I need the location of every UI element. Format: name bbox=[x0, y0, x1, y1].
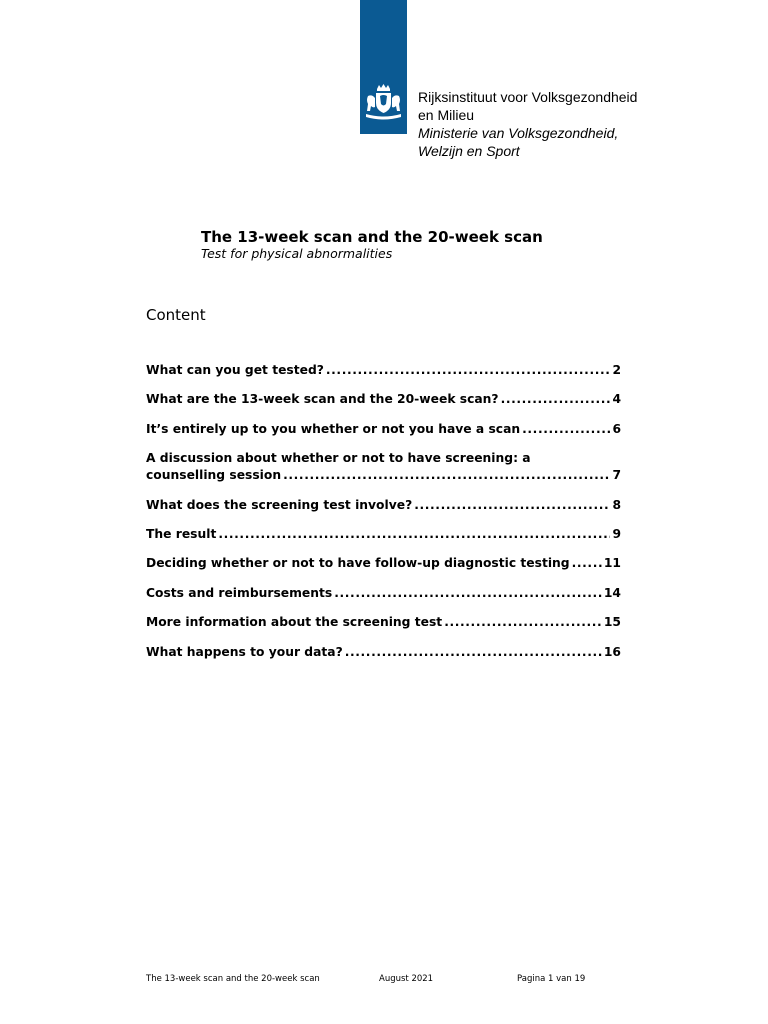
toc-page-number: 15 bbox=[603, 615, 621, 630]
toc-page-number: 8 bbox=[612, 497, 621, 512]
ministry-line2: Welzijn en Sport bbox=[418, 143, 520, 159]
toc-leader-dots bbox=[501, 391, 611, 408]
ministry-line1: Ministerie van Volksgezondheid, bbox=[418, 125, 619, 141]
toc-page-number: 2 bbox=[612, 363, 621, 377]
toc-entry[interactable] bbox=[146, 555, 621, 572]
toc-leader-dots bbox=[283, 467, 610, 484]
footer-document-name: The 13-week scan and the 20-week scan bbox=[146, 974, 320, 984]
toc-leader-dots bbox=[414, 497, 610, 514]
toc-entry[interactable] bbox=[146, 450, 621, 484]
toc-page-number: 11 bbox=[603, 556, 621, 571]
toc-page-number: 4 bbox=[612, 392, 621, 407]
organization-name bbox=[418, 88, 637, 160]
toc-page-number: 16 bbox=[603, 644, 621, 659]
toc-entry[interactable] bbox=[146, 585, 621, 602]
toc-entry[interactable] bbox=[146, 391, 621, 408]
toc-page-number: 6 bbox=[612, 421, 621, 436]
footer-date: August 2021 bbox=[379, 974, 434, 984]
toc-entry[interactable] bbox=[146, 644, 621, 661]
toc-entry-text: It’s entirely up to you whether or not you have a scan bbox=[146, 421, 521, 436]
logo-bar bbox=[360, 0, 407, 134]
toc-entry[interactable] bbox=[146, 526, 621, 543]
toc-entry[interactable] bbox=[146, 614, 621, 631]
toc-entry-text: More information about the screening test bbox=[146, 615, 443, 630]
toc-leader-dots bbox=[572, 555, 602, 572]
table-of-contents bbox=[146, 362, 621, 673]
footer-page-info: Pagina 1 van 19 bbox=[517, 974, 586, 984]
toc-entry-text: counselling session bbox=[146, 468, 282, 483]
toc-entry-text-line1: A discussion about whether or not to have screening: a bbox=[146, 451, 531, 466]
content-heading: Content bbox=[146, 306, 206, 324]
toc-entry-text: The result bbox=[146, 526, 217, 541]
document-title: The 13-week scan and the 20-week scan bbox=[201, 228, 543, 246]
toc-leader-dots bbox=[218, 526, 610, 543]
toc-page-number: 9 bbox=[612, 526, 621, 541]
toc-leader-dots bbox=[334, 585, 602, 602]
toc-leader-dots bbox=[345, 644, 602, 661]
toc-entry-text: Deciding whether or not to have follow-up diagnostic testing bbox=[146, 556, 570, 571]
toc-entry-text: What can you get tested? bbox=[146, 363, 324, 377]
org-name-line1: Rijksinstituut voor Volksgezondheid bbox=[418, 89, 638, 105]
toc-entry-text: What does the screening test involve? bbox=[146, 497, 413, 512]
dutch-coat-of-arms-icon bbox=[363, 84, 404, 120]
toc-leader-dots bbox=[444, 614, 602, 631]
toc-page-number: 7 bbox=[612, 468, 621, 483]
toc-leader-dots bbox=[326, 362, 611, 379]
toc-leader-dots bbox=[522, 421, 610, 438]
toc-page-number: 14 bbox=[603, 585, 621, 600]
toc-entry[interactable] bbox=[146, 421, 621, 438]
toc-entry[interactable] bbox=[146, 362, 621, 379]
toc-entry-text: What are the 13-week scan and the 20-week scan? bbox=[146, 392, 499, 407]
toc-entry-text: Costs and reimbursements bbox=[146, 585, 333, 600]
document-subtitle: Test for physical abnormalities bbox=[201, 246, 393, 261]
toc-entry[interactable] bbox=[146, 497, 621, 514]
org-name-line2: en Milieu bbox=[418, 107, 475, 123]
toc-entry-text: What happens to your data? bbox=[146, 644, 343, 659]
